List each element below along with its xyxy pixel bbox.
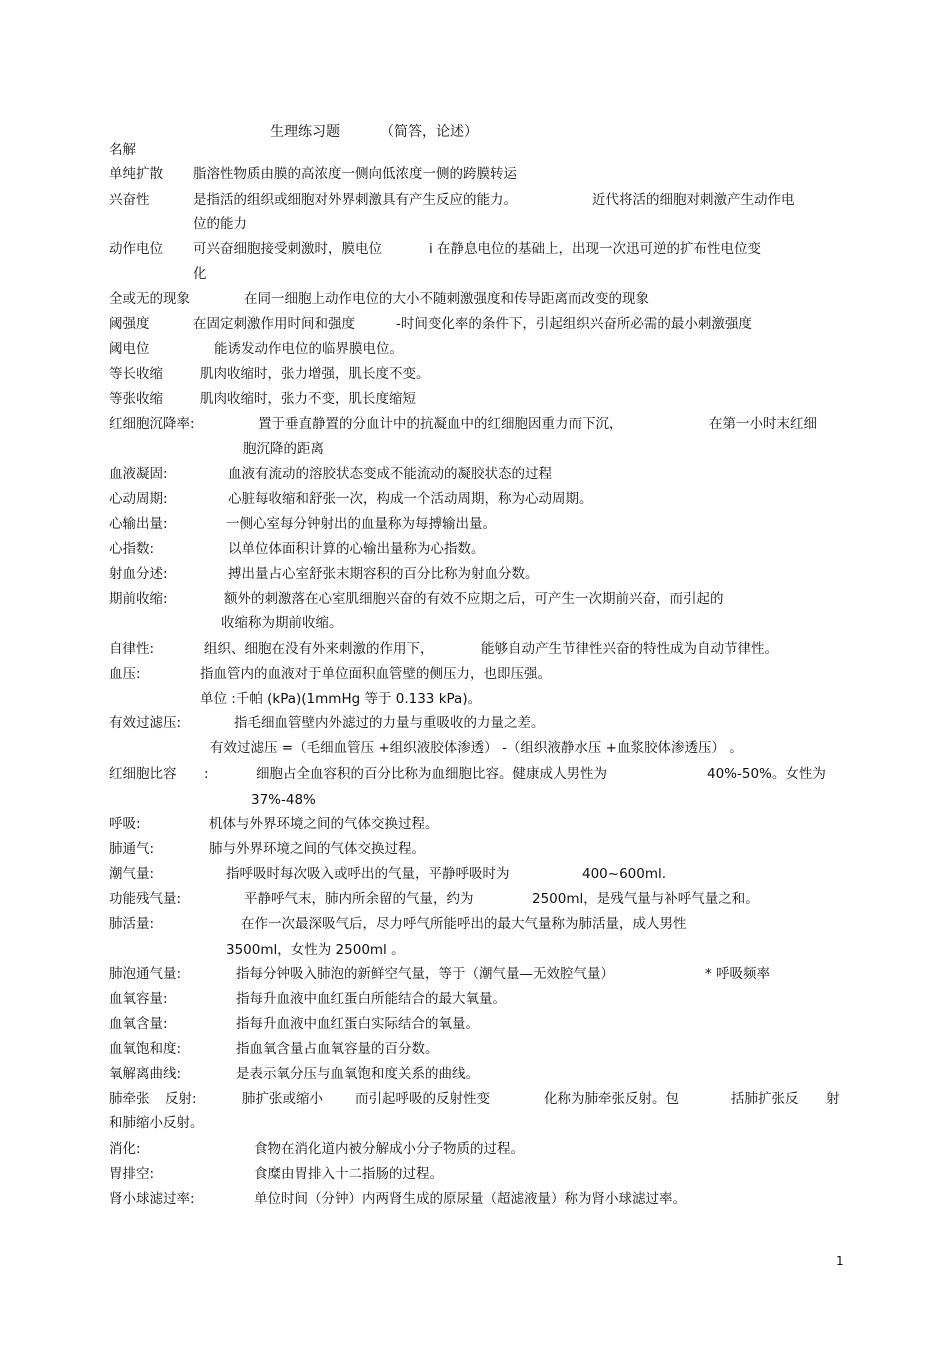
term-definition: 心脏每收缩和舒张一次，构成一个活动周期，称为心动周期。 xyxy=(228,491,593,507)
term-definition-continued: 3500ml，女性为 2500ml 。 xyxy=(226,942,405,958)
term-definition: 在作一次最深吸气后，尽力呼气所能呼出的最大气量称为肺活量，成人男性 xyxy=(241,916,687,932)
term-label: 等张收缩 xyxy=(109,391,163,407)
term-definition-continued: 和肺缩小反射。 xyxy=(109,1115,204,1131)
page-number: 1 xyxy=(836,1254,844,1268)
term-definition: 能诱发动作电位的临界膜电位。 xyxy=(214,341,403,357)
term-definition: 可兴奋细胞接受刺激时，膜电位 xyxy=(193,241,382,257)
title-subtitle: （简答，论述） xyxy=(380,124,478,140)
term-label: 期前收缩: xyxy=(109,591,168,607)
term-definition: 额外的刺激落在心室肌细胞兴奋的有效不应期之后，可产生一次期前兴奋，而引起的 xyxy=(224,591,724,607)
term-definition: 机体与外界环境之间的气体交换过程。 xyxy=(209,816,439,832)
term-definition: 指血管内的血液对于单位面积血管壁的侧压力，也即压强。 xyxy=(200,666,551,682)
section-heading: 名解 xyxy=(109,142,136,158)
term-definition-part: 括肺扩张反 xyxy=(731,1091,799,1107)
term-definition: 脂溶性物质由膜的高浓度一侧向低浓度一侧的跨膜转运 xyxy=(193,166,517,182)
term-definition-part: 能够自动产生节律性兴奋的特性成为自动节律性。 xyxy=(481,641,778,657)
term-label: 心指数: xyxy=(109,541,155,557)
term-definition: 指血氧含量占血氧容量的百分数。 xyxy=(236,1041,439,1057)
term-label: 消化: xyxy=(109,1141,141,1157)
term-definition: 食糜由胃排入十二指肠的过程。 xyxy=(254,1166,443,1182)
term-label: 肺牵张 xyxy=(109,1091,150,1107)
term-definition: 以单位体面积计算的心输出量称为心指数。 xyxy=(228,541,485,557)
term-definition-continued: 位的能力 xyxy=(193,216,247,232)
term-definition-part: 化称为肺牵张反射。包 xyxy=(544,1091,679,1107)
term-definition: 指每升血液中血红蛋白所能结合的最大氧量。 xyxy=(236,991,506,1007)
term-definition: 肺与外界环境之间的气体交换过程。 xyxy=(209,841,425,857)
term-definition-part: -时间变化率的条件下，引起组织兴奋所必需的最小刺激强度 xyxy=(396,316,752,332)
term-definition: 置于垂直静置的分血计中的抗凝血中的红细胞因重力而下沉， xyxy=(258,416,623,432)
term-definition-continued: 胞沉降的距离 xyxy=(243,441,324,457)
term-definition: 细胞占全血容积的百分比称为血细胞比容。健康成人男性为 xyxy=(256,766,607,782)
term-label: 肺泡通气量: xyxy=(109,966,182,982)
term-label: 肾小球滤过率: xyxy=(109,1191,195,1207)
term-label: 氧解离曲线: xyxy=(109,1066,182,1082)
term-definition: 指每分钟吸入肺泡的新鲜空气量，等于（潮气量—无效腔气量） xyxy=(236,966,614,982)
term-definition: 在固定刺激作用时间和强度 xyxy=(193,316,355,332)
term-definition: 血液有流动的溶胶状态变成不能流动的凝胶状态的过程 xyxy=(228,466,552,482)
term-label: 红细胞沉降率: xyxy=(109,416,195,432)
term-definition-continued: 化 xyxy=(193,266,207,282)
term-definition: 是指活的组织或细胞对外界刺激具有产生反应的能力。 xyxy=(193,192,517,208)
term-label: 肺通气: xyxy=(109,841,155,857)
term-label: 血液凝固: xyxy=(109,466,168,482)
term-definition-part: * 呼吸频率 xyxy=(705,966,771,982)
term-definition: 肌肉收缩时，张力不变，肌长度缩短 xyxy=(200,391,416,407)
term-label: 功能残气量: xyxy=(109,891,182,907)
term-label: 射血分述: xyxy=(109,566,168,582)
term-definition-part: 40%-50%。女性为 xyxy=(707,766,826,782)
term-label: 有效过滤压: xyxy=(109,715,182,731)
term-definition: 在同一细胞上动作电位的大小不随刺激强度和传导距离而改变的现象 xyxy=(244,291,649,307)
term-definition-part: 400~600ml. xyxy=(582,866,667,882)
term-definition: 指呼吸时每次吸入或呼出的气量，平静呼吸时为 xyxy=(226,866,510,882)
term-definition-part: 2500ml，是残气量与补呼气量之和。 xyxy=(532,891,759,907)
term-label: 血压: xyxy=(109,666,141,682)
term-label: 潮气量: xyxy=(109,866,155,882)
term-definition: 肺扩张或缩小 xyxy=(242,1091,323,1107)
page-title xyxy=(270,121,478,141)
term-label-part: 反射: xyxy=(165,1091,197,1107)
term-definition-part: 在第一小时末红细 xyxy=(709,416,817,432)
term-definition-continued: 收缩称为期前收缩。 xyxy=(221,615,343,631)
term-definition-part: i 在静息电位的基础上，出现一次迅可逆的扩布性电位变 xyxy=(429,241,762,257)
term-label: 胃排空: xyxy=(109,1166,155,1182)
term-definition: 搏出量占心室舒张末期容积的百分比称为射血分数。 xyxy=(228,566,539,582)
term-label: 肺活量: xyxy=(109,916,155,932)
term-label: 血氧含量: xyxy=(109,1016,168,1032)
term-definition: 是表示氧分压与血氧饱和度关系的曲线。 xyxy=(236,1066,479,1082)
term-label: 红细胞比容 xyxy=(109,766,177,782)
title-main: 生理练习题 xyxy=(270,124,340,140)
term-label: 心输出量: xyxy=(109,516,168,532)
term-definition-continued: 单位 :千帕 (kPa)(1mmHg 等于 0.133 kPa)。 xyxy=(200,691,482,707)
term-label: 血氧饱和度: xyxy=(109,1041,182,1057)
term-definition: 食物在消化道内被分解成小分子物质的过程。 xyxy=(254,1141,524,1157)
term-label: 呼吸: xyxy=(109,816,141,832)
term-label: 等长收缩 xyxy=(109,366,163,382)
term-label: 动作电位 xyxy=(109,241,163,257)
term-definition: 组织、细胞在没有外来刺激的作用下， xyxy=(204,641,434,657)
term-label: 阈电位 xyxy=(109,341,150,357)
term-label-colon: : xyxy=(204,766,209,782)
term-definition-part: 射 xyxy=(826,1091,840,1107)
term-definition: 肌肉收缩时，张力增强，肌长度不变。 xyxy=(200,366,430,382)
term-label: 兴奋性 xyxy=(109,192,150,208)
term-definition: 单位时间（分钟）内两肾生成的原尿量（超滤液量）称为肾小球滤过率。 xyxy=(254,1191,686,1207)
term-label: 阈强度 xyxy=(109,316,150,332)
term-label: 心动周期: xyxy=(109,491,168,507)
term-definition-part: 近代将活的细胞对刺激产生动作电 xyxy=(592,192,795,208)
term-label: 自律性: xyxy=(109,641,155,657)
term-label: 全或无的现象 xyxy=(109,291,190,307)
term-definition: 平静呼气末，肺内所余留的气量，约为 xyxy=(244,891,474,907)
term-definition: 一侧心室每分钟射出的血量称为每搏输出量。 xyxy=(226,516,496,532)
term-definition: 指毛细血管壁内外滤过的力量与重吸收的力量之差。 xyxy=(234,715,545,731)
term-formula: 有效过滤压 =（毛细血管压 +组织液胶体渗透） -（组织液静水压 +血浆胶体渗透压） 。 xyxy=(210,740,743,756)
term-definition-part: 而引起呼吸的反射性变 xyxy=(355,1091,490,1107)
term-definition: 指每升血液中血红蛋白实际结合的氧量。 xyxy=(236,1016,479,1032)
term-label: 血氧容量: xyxy=(109,991,168,1007)
term-label: 单纯扩散 xyxy=(109,166,163,182)
term-definition-continued: 37%-48% xyxy=(251,792,316,808)
